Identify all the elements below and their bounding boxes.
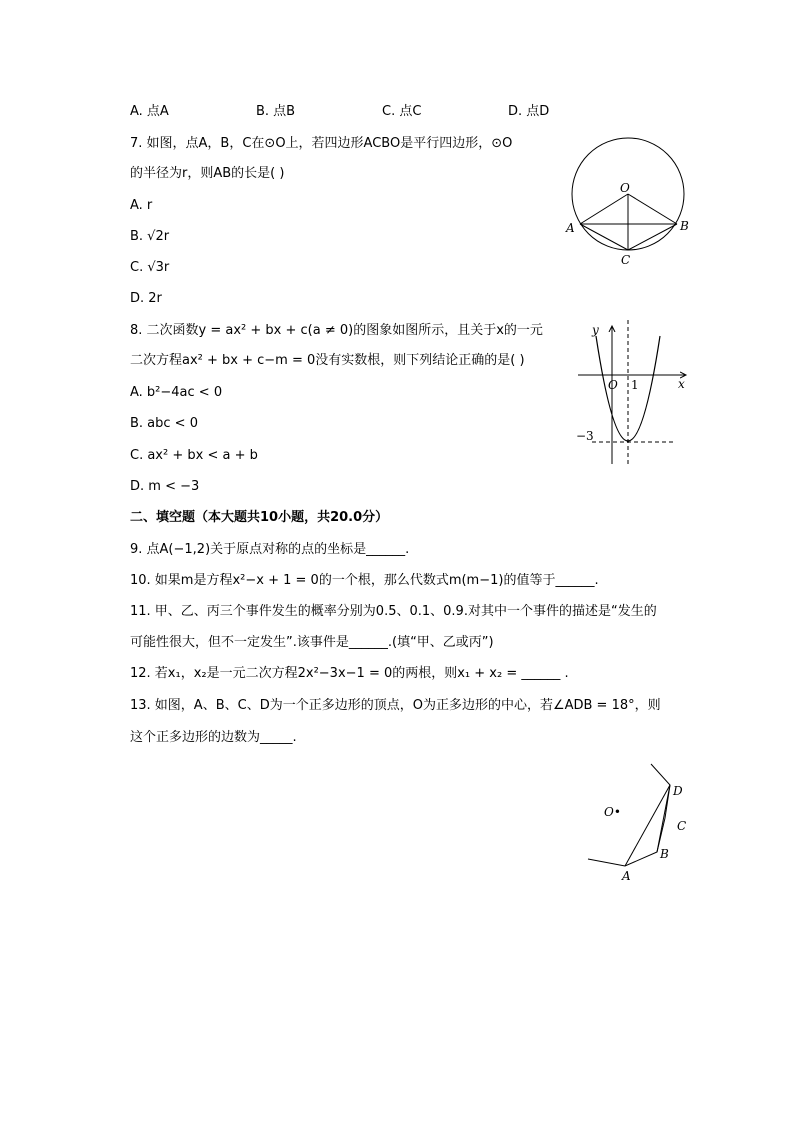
- q8-label-origin: O: [608, 378, 618, 392]
- q11-stem-line1: 11. 甲、乙、丙三个事件发生的概率分别为0.5、0.1、0.9.对其中一个事件的描述是“发生的: [130, 604, 657, 619]
- q13-label-c: C: [677, 819, 687, 833]
- q7-stem-line1: 7. 如图，点A，B，C在⊙O上，若四边形ACBO是平行四边形，⊙O: [130, 136, 513, 151]
- q8-label-one: 1: [631, 378, 639, 392]
- q13-stem-line2: 这个正多边形的边数为_____.: [130, 730, 297, 745]
- q7-label-o: O: [620, 181, 630, 195]
- q8-label-minus3: −3: [576, 429, 594, 443]
- q8-stem-line2: 二次方程ax² + bx + c−m = 0没有实数根，则下列结论正确的是( ): [130, 353, 525, 368]
- q7-label-b: B: [680, 219, 689, 233]
- q13-label-a: A: [622, 869, 631, 883]
- q8-option-b: B. abc < 0: [130, 416, 198, 431]
- q11-stem-line2: 可能性很大，但不一定发生”.该事件是______.(填“甲、乙或丙”): [130, 635, 494, 650]
- q13-polygon-figure: [584, 758, 704, 888]
- q12-stem: 12. 若x₁，x₂是一元二次方程2x²−3x−1 = 0的两根，则x₁ + x₂ = ______ .: [130, 666, 569, 681]
- q13-label-d: D: [673, 784, 683, 798]
- section-fill-in-title: 二、填空题（本大题共10小题，共20.0分）: [130, 510, 389, 525]
- q7-option-a: A. r: [130, 198, 153, 213]
- q6-option-c: C. 点C: [382, 104, 422, 119]
- q8-option-c: C. ax² + bx < a + b: [130, 448, 258, 463]
- q8-option-d: D. m < −3: [130, 479, 200, 494]
- q7-stem-line2: 的半径为r，则AB的长是( ): [130, 166, 285, 181]
- q8-option-a: A. b²−4ac < 0: [130, 385, 223, 400]
- q10-stem: 10. 如果m是方程x²−x + 1 = 0的一个根，那么代数式m(m−1)的值等于______.: [130, 573, 599, 588]
- q7-option-d: D. 2r: [130, 291, 162, 306]
- q9-stem: 9. 点A(−1,2)关于原点对称的点的坐标是______.: [130, 542, 410, 557]
- q8-label-y: y: [592, 323, 599, 337]
- q6-option-b: B. 点B: [256, 104, 296, 119]
- q7-option-b: B. √2r: [130, 229, 170, 244]
- q7-option-c: C. √3r: [130, 260, 170, 275]
- q6-options: [130, 102, 634, 122]
- q7-circle-figure: [560, 128, 700, 268]
- q8-parabola-figure: [574, 318, 694, 468]
- q6-option-a: A. 点A: [130, 104, 169, 119]
- q13-label-center: O•: [604, 805, 621, 819]
- q13-label-b: B: [660, 847, 669, 861]
- q13-stem-line1: 13. 如图，A、B、C、D为一个正多边形的顶点，O为正多边形的中心，若∠ADB = 18°，则: [130, 698, 661, 713]
- q7-label-a: A: [566, 221, 575, 235]
- q7-label-c: C: [621, 253, 631, 267]
- q6-option-d: D. 点D: [508, 104, 550, 119]
- q8-stem-line1: 8. 二次函数y = ax² + bx + c(a ≠ 0)的图象如图所示，且关于x的一元: [130, 323, 543, 338]
- q8-label-x: x: [678, 377, 685, 391]
